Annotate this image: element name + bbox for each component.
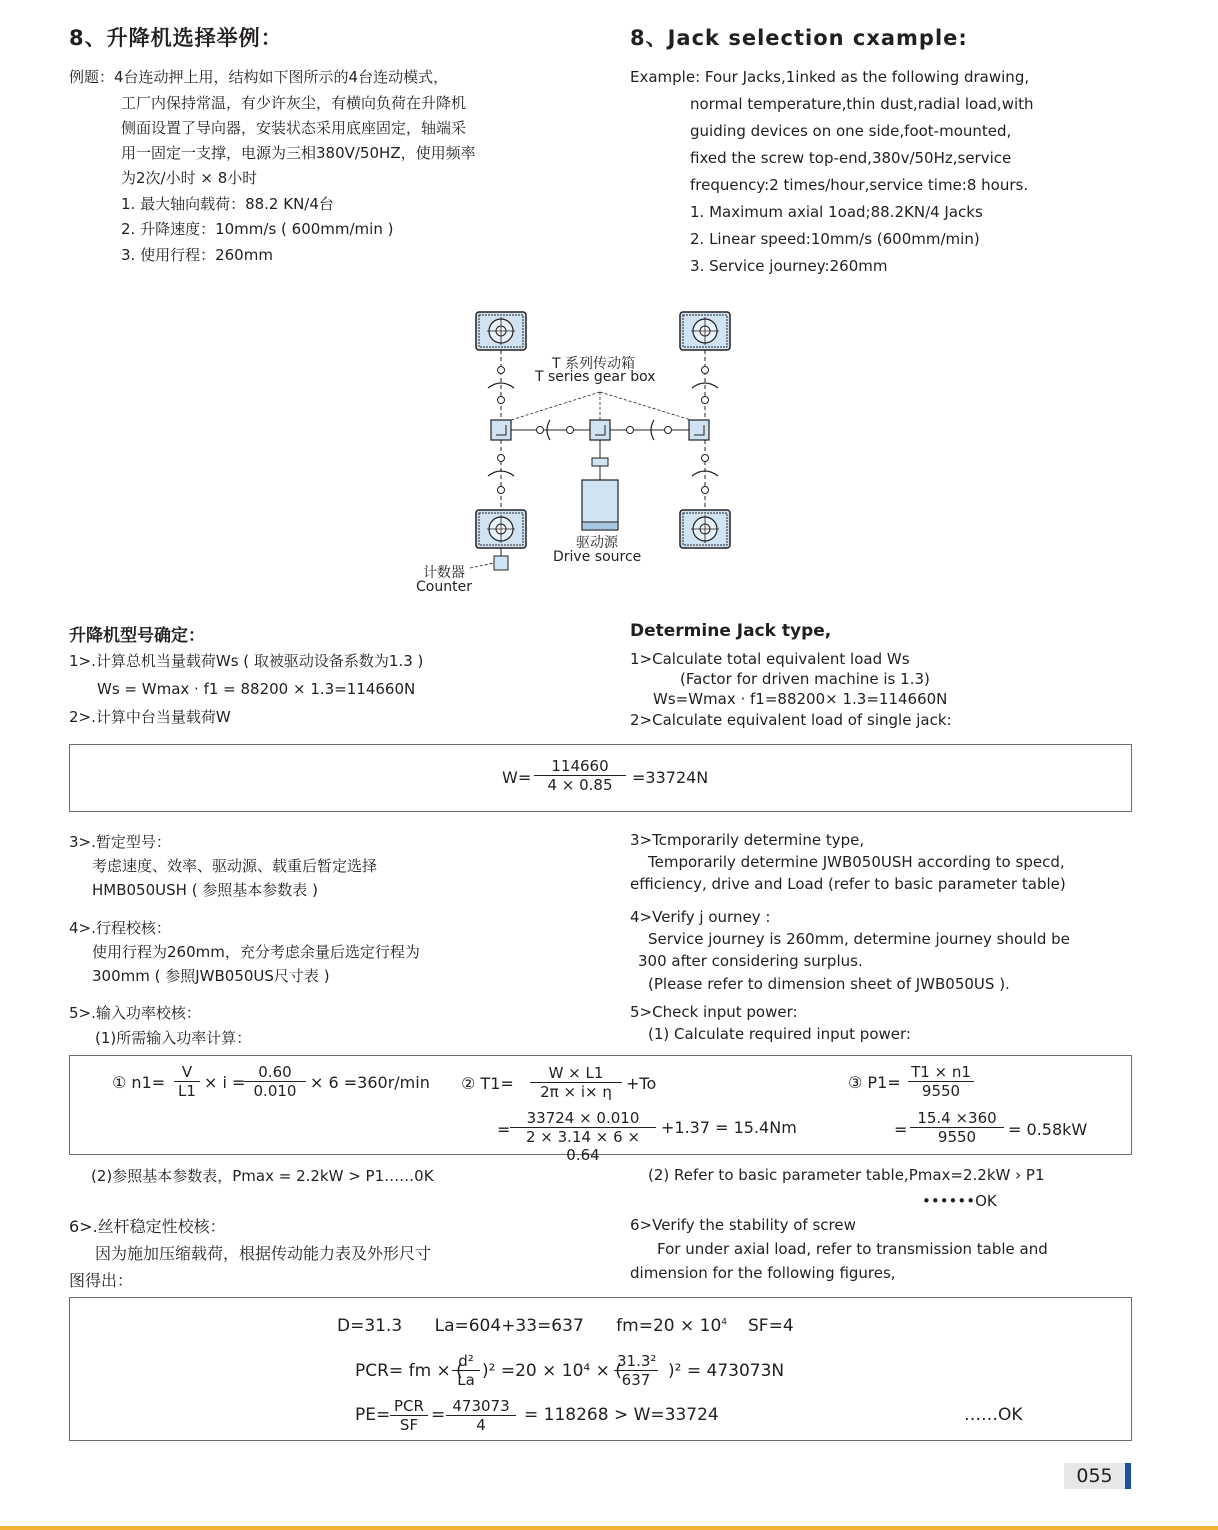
pcr-fraction-1-num: d² bbox=[452, 1352, 480, 1371]
example-en-1: normal temperature,thin dust,radial load,with bbox=[690, 95, 1034, 113]
step4-en-3: (Please refer to dimension sheet of JWB050US ). bbox=[648, 975, 1010, 993]
p1-fraction-2 bbox=[910, 1109, 1004, 1146]
p1-result: = 0.58kW bbox=[1008, 1120, 1088, 1139]
section-title-cn: 升降机型号确定： bbox=[69, 626, 205, 646]
step6-cn-1: 因为施加压缩载荷，根据传动能力表及外形尺寸 bbox=[95, 1244, 432, 1263]
step5-cn-1: (1)所需输入功率计算： bbox=[95, 1029, 252, 1047]
drive-label-en: Drive source bbox=[553, 549, 642, 565]
step4-cn-2: 300mm ( 参照JWB050US尺寸表 ) bbox=[92, 967, 330, 985]
step3-en-1: Temporarily determine JWB050USH according to specd, bbox=[648, 853, 1065, 871]
n1-fraction-2 bbox=[244, 1063, 306, 1100]
step5-2-en-1: ••••••OK bbox=[922, 1192, 997, 1210]
step3-en-2: efficiency, drive and Load (refer to basic parameter table) bbox=[630, 875, 1066, 893]
step3-cn-0: 3>.暂定型号： bbox=[69, 833, 171, 851]
n1-fraction-2-den: 0.010 bbox=[253, 1082, 297, 1100]
n1-fraction-1-num: V bbox=[174, 1063, 200, 1082]
pcr-label: PCR= fm × ( bbox=[355, 1361, 463, 1381]
example-en-4: frequency:2 times/hour,service time:8 hours. bbox=[690, 176, 1029, 194]
step3-cn-2: HMB050USH ( 参照基本参数表 ) bbox=[92, 881, 318, 899]
t1-fraction-1 bbox=[530, 1064, 622, 1101]
n1-fraction-2-num: 0.60 bbox=[244, 1063, 306, 1082]
d-line bbox=[337, 1316, 727, 1336]
gearbox-center bbox=[590, 420, 610, 440]
step4-en-0: 4>Verify j ourney : bbox=[630, 908, 771, 926]
step6-en-2: dimension for the following figures, bbox=[630, 1264, 896, 1282]
sf-value: SF=4 bbox=[748, 1316, 794, 1336]
t1-fraction-2-num: 33724 × 0.010 bbox=[510, 1109, 656, 1128]
t1-fraction-2 bbox=[510, 1109, 656, 1164]
example-cn-6: 2. 升降速度：10mm/s ( 600mm/min ) bbox=[121, 220, 394, 238]
n1-fraction-1-den: L1 bbox=[178, 1082, 196, 1100]
example-en-7: 3. Service journey:260mm bbox=[690, 257, 888, 275]
example-en-2: guiding devices on one side,foot-mounted, bbox=[690, 122, 1012, 140]
step3-en-0: 3>Tcmporarily determine type, bbox=[630, 831, 865, 849]
title-en: 8、Jack selection cxample: bbox=[630, 26, 968, 50]
title-cn: 8、升降机选择举例： bbox=[69, 26, 283, 50]
step5-en-1: (1) Calculate required input power: bbox=[648, 1025, 911, 1043]
example-en-3: fixed the screw top-end,380v/50Hz,service bbox=[690, 149, 1012, 167]
drive-label-cn: 驱动源 bbox=[576, 535, 618, 551]
t1-result: +1.37 = 15.4Nm bbox=[661, 1118, 797, 1137]
counter-label-cn: 计数器 bbox=[423, 565, 465, 581]
w-fraction-den: 4 × 0.85 bbox=[547, 776, 613, 794]
jack-bottom-right bbox=[680, 510, 730, 548]
jack-bottom-left bbox=[476, 510, 526, 548]
example-cn-5: 1. 最大轴向载荷：88.2 KN/4台 bbox=[121, 195, 334, 213]
step4-cn-0: 4>.行程校核： bbox=[69, 919, 171, 937]
w-prefix: W= bbox=[502, 768, 532, 787]
step2-cn: 2>.计算中台当量载荷W bbox=[69, 708, 231, 726]
step6-cn-0: 6>.丝杆稳定性校核： bbox=[69, 1217, 226, 1236]
step5-2-en-0: (2) Refer to basic parameter table,Pmax=2.2kW › P1 bbox=[648, 1166, 1045, 1184]
w-result: =33724N bbox=[632, 768, 709, 787]
pe-fraction-2 bbox=[446, 1397, 516, 1434]
pe-result: = 118268 > W=33724 bbox=[524, 1405, 719, 1425]
step4-en-1: Service journey is 260mm, determine journey should be bbox=[648, 930, 1070, 948]
step5-cn-0: 5>.输入功率校核： bbox=[69, 1004, 201, 1022]
pe-ok: ……OK bbox=[964, 1405, 1023, 1425]
t1-fraction-1-num: W × L1 bbox=[530, 1064, 622, 1083]
jack-top-right bbox=[680, 312, 730, 350]
example-en-0: Example: Four Jacks,1inked as the following drawing, bbox=[630, 68, 1030, 86]
pcr-fraction-1-den: La bbox=[457, 1371, 475, 1389]
pe-fraction-2-num: 473073 bbox=[446, 1397, 516, 1416]
jack-top-left bbox=[476, 312, 526, 350]
n1-fraction-1 bbox=[174, 1063, 200, 1100]
pe-label: PE= bbox=[355, 1405, 391, 1425]
pcr-result: )² = 473073N bbox=[668, 1361, 785, 1381]
t1-label: ② T1= bbox=[461, 1074, 514, 1093]
p1-fraction-2-num: 15.4 ×360 bbox=[910, 1109, 1004, 1128]
step1-en-0: 1>Calculate total equivalent load Ws bbox=[630, 650, 910, 668]
pcr-fraction-1 bbox=[452, 1352, 480, 1389]
w-fraction bbox=[534, 757, 626, 794]
example-en-5: 1. Maximum axial 1oad;88.2KN/4 Jacks bbox=[690, 203, 983, 221]
p1-fraction-2-den: 9550 bbox=[937, 1128, 977, 1146]
step4-cn-1: 使用行程为260mm，充分考虑余量后选定行程为 bbox=[92, 943, 420, 961]
step1-en-2: Ws=Wmax · f1=88200× 1.3=114660N bbox=[653, 690, 948, 708]
p1-fraction-1 bbox=[908, 1063, 974, 1100]
pcr-fraction-2-num: 31.3² bbox=[614, 1352, 658, 1371]
p1-label: ③ P1= bbox=[848, 1073, 901, 1092]
pcr-mid: )² =20 × 10⁴ × ( bbox=[482, 1361, 622, 1381]
pcr-fraction-2-den: 637 bbox=[621, 1371, 651, 1389]
step5-2-cn: (2)参照基本参数表，Pmax = 2.2kW > P1……0K bbox=[91, 1167, 434, 1185]
p1-eq: = bbox=[894, 1120, 908, 1139]
section-title-en: Determine Jack type, bbox=[630, 621, 832, 641]
example-cn-3: 用一固定一支撑，电源为三相380V/50HZ，使用频率 bbox=[121, 144, 476, 162]
pcr-fraction-2 bbox=[614, 1352, 658, 1389]
n1-mid: × i = bbox=[204, 1073, 246, 1092]
counter-block bbox=[494, 556, 508, 570]
pe-fraction-1-den: SF bbox=[399, 1416, 419, 1434]
pe-fraction-1 bbox=[390, 1397, 428, 1434]
step1-formula-cn: Ws = Wmax · f1 = 88200 × 1.3=114660N bbox=[97, 680, 416, 698]
step6-en-0: 6>Verify the stability of screw bbox=[630, 1216, 856, 1234]
gearbox-label-cn: T 系列传动箱 bbox=[552, 356, 636, 372]
t1-eq: = bbox=[497, 1120, 511, 1139]
t1-fraction-1-den: 2π × i× η bbox=[540, 1083, 612, 1101]
bottom-rule bbox=[0, 1526, 1218, 1530]
n1-label: ① n1= bbox=[112, 1073, 166, 1092]
example-cn-0: 例题：4台连动押上用，结构如下图所示的4台连动模式， bbox=[69, 68, 449, 86]
step6-cn-2: 图得出： bbox=[69, 1271, 134, 1290]
t1-fraction-2-den: 2 × 3.14 × 6 × 0.64 bbox=[525, 1128, 641, 1164]
gearbox-right bbox=[689, 420, 709, 440]
page-number-bar bbox=[1125, 1463, 1131, 1489]
example-cn-2: 侧面设置了导向器，安装状态采用底座固定，轴端采 bbox=[121, 119, 467, 137]
example-en-6: 2. Linear speed:10mm/s (600mm/min) bbox=[690, 230, 980, 248]
p1-fraction-1-num: T1 × n1 bbox=[908, 1063, 974, 1082]
t1-plus: +To bbox=[626, 1074, 657, 1093]
step2-en: 2>Calculate equivalent load of single jack: bbox=[630, 711, 952, 729]
page-number: 055 bbox=[1064, 1463, 1125, 1489]
pe-fraction-2-den: 4 bbox=[476, 1416, 486, 1434]
step5-en-0: 5>Check input power: bbox=[630, 1003, 798, 1021]
step3-cn-1: 考虑速度、效率、驱动源、载重后暂定选择 bbox=[92, 857, 378, 875]
example-cn-1: 工厂内保持常温，有少许灰尘，有横向负荷在升降机 bbox=[121, 94, 467, 112]
d-line-text: D=31.3 La=604+33=637 fm=20 × 10 bbox=[337, 1316, 722, 1336]
counter-label-en: Counter bbox=[416, 579, 472, 595]
step6-en-1: For under axial load, refer to transmission table and bbox=[657, 1240, 1048, 1258]
gearbox-left bbox=[491, 420, 511, 440]
d-line-sup: 4 bbox=[721, 1317, 728, 1328]
n1-result: × 6 =360r/min bbox=[310, 1073, 430, 1092]
example-cn-7: 3. 使用行程：260mm bbox=[121, 246, 273, 264]
step4-en-2: 300 after considering surplus. bbox=[638, 952, 863, 970]
pe-fraction-1-num: PCR bbox=[390, 1397, 428, 1416]
step1-cn: 1>.计算总机当量载荷Ws ( 取被驱动设备系数为1.3 ) bbox=[69, 652, 424, 670]
pe-eq: = bbox=[431, 1405, 446, 1425]
p1-fraction-1-den: 9550 bbox=[921, 1082, 961, 1100]
gearbox-label-en: T series gear box bbox=[535, 369, 656, 385]
example-cn-4: 为2次/小时 × 8小时 bbox=[121, 169, 258, 187]
step1-en-1: (Factor for driven machine is 1.3) bbox=[680, 670, 930, 688]
w-fraction-num: 114660 bbox=[534, 757, 626, 776]
